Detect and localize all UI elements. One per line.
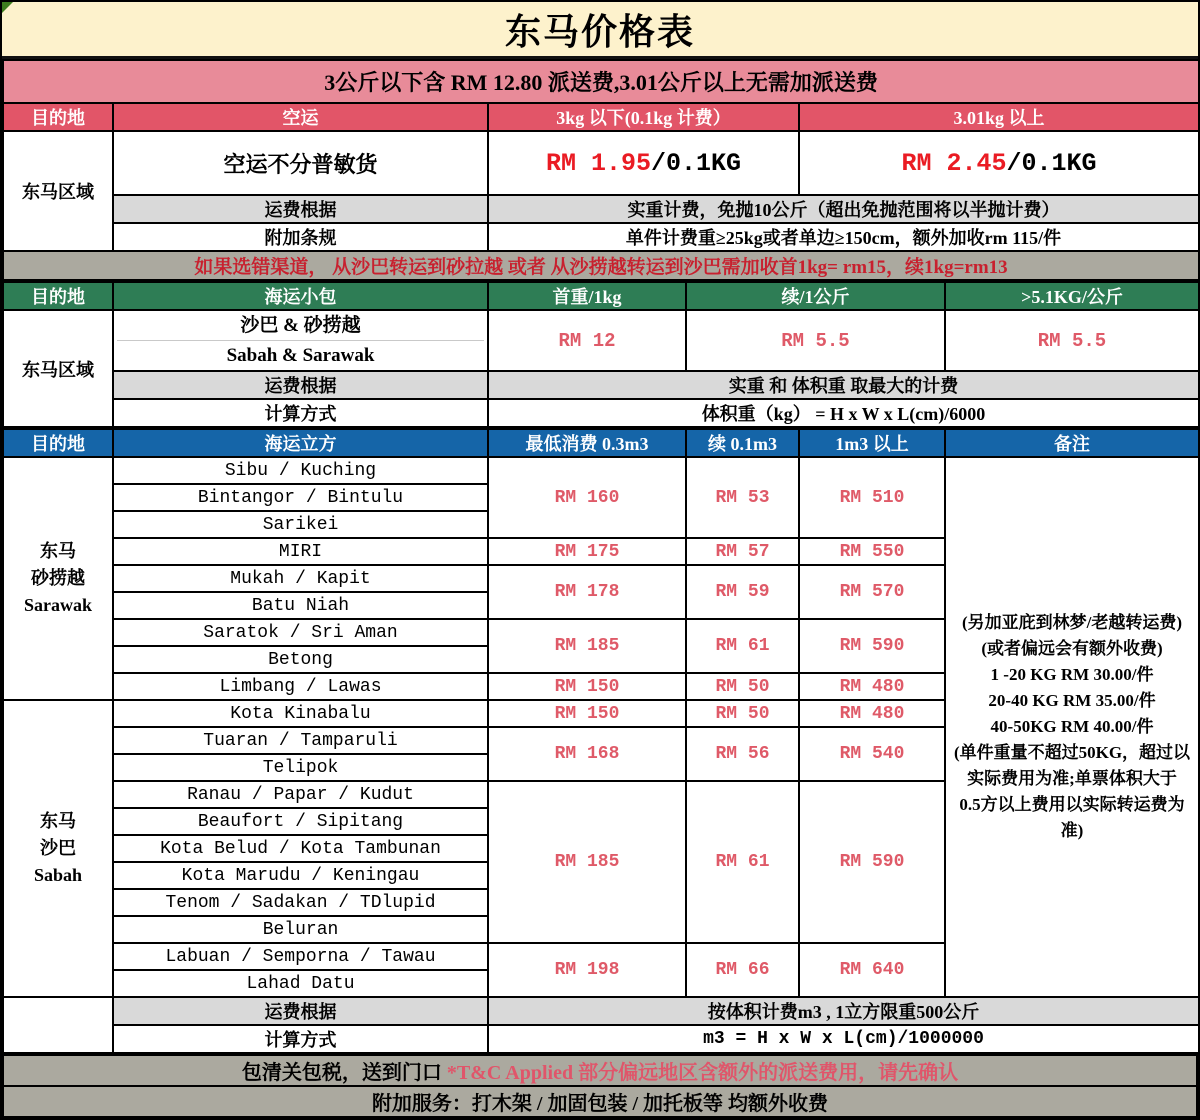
remark-line: 1 -20 KG RM 30.00/件 xyxy=(990,665,1154,684)
destination-cell: Beaufort / Sipitang xyxy=(113,808,488,835)
footer-line1-black: 包清关包税，送到门口 xyxy=(241,1062,447,1084)
sea-header-next: 续/1公斤 xyxy=(686,282,945,310)
min-price-cell: RM 160 xyxy=(488,457,686,538)
over-price-cell: RM 640 xyxy=(799,943,945,997)
channel-warning-text: 如果选错渠道， 从沙巴转运到砂拉越 或者 从沙捞越转运到沙巴需加收首1kg= rm15，续1kg=rm13 xyxy=(3,251,1199,280)
destination-cell: Tuaran / Tamparuli xyxy=(113,727,488,754)
destination-cell: Kota Marudu / Keningau xyxy=(113,862,488,889)
air-basis-value: 实重计费，免抛10公斤（超出免抛范围将以半抛计费） xyxy=(488,195,1199,223)
air-price-above-unit: /0.1KG xyxy=(1006,148,1097,178)
next-price-cell: RM 56 xyxy=(686,727,799,781)
sea-over-price: RM 5.5 xyxy=(945,310,1199,371)
remark-line: 0.5方以上费用以实际转运费为准) xyxy=(959,795,1185,840)
destination-cell: Sarikei xyxy=(113,511,488,538)
destination-cell: Betong xyxy=(113,646,488,673)
footer-line1-red: *T&C Applied 部分偏远地区含额外的派送费用，请先确认 xyxy=(446,1062,959,1084)
sabah-label-line: 东马 xyxy=(40,811,76,831)
next-price-cell: RM 50 xyxy=(686,700,799,727)
over-price-cell: RM 590 xyxy=(799,619,945,673)
air-freight-table xyxy=(2,59,1200,281)
air-subtitle: 3公斤以下含 RM 12.80 派送费,3.01公斤以上无需加派送费 xyxy=(3,60,1199,103)
air-extra-label: 附加条规 xyxy=(113,223,488,251)
destination-cell: Tenom / Sadakan / TDlupid xyxy=(113,889,488,916)
destination-cell: Mukah / Kapit xyxy=(113,565,488,592)
cubic-header-over: 1m3 以上 xyxy=(799,429,945,457)
destination-cell: Beluran xyxy=(113,916,488,943)
next-price-cell: RM 66 xyxy=(686,943,799,997)
destination-cell: Ranau / Papar / Kudut xyxy=(113,781,488,808)
sea-calc-value: 体积重（kg） = H x W x L(cm)/6000 xyxy=(488,399,1199,427)
destination-cell: Limbang / Lawas xyxy=(113,673,488,700)
over-price-cell: RM 480 xyxy=(799,673,945,700)
sabah-region-label xyxy=(3,700,113,997)
sea-header-channel: 海运小包 xyxy=(113,282,488,310)
air-header-channel: 空运 xyxy=(113,103,488,131)
min-price-cell: RM 178 xyxy=(488,565,686,619)
cubic-basis-label: 运费根据 xyxy=(113,997,488,1025)
sea-region-label: 东马区域 xyxy=(3,310,113,427)
cubic-calc-label: 计算方式 xyxy=(113,1025,488,1053)
sea-area-cell xyxy=(113,310,488,371)
destination-cell: Saratok / Sri Aman xyxy=(113,619,488,646)
air-price-below-unit: /0.1KG xyxy=(651,148,742,178)
footer-line2: 附加服务：打木架 / 加固包装 / 加托板等 均额外收费 xyxy=(3,1086,1197,1117)
min-price-cell: RM 185 xyxy=(488,781,686,943)
footer-line1 xyxy=(3,1055,1197,1086)
cubic-header-channel: 海运立方 xyxy=(113,429,488,457)
sarawak-label-line: Sarawak xyxy=(23,595,92,615)
sea-basis-value: 实重 和 体积重 取最大的计费 xyxy=(488,371,1199,399)
destination-cell: Labuan / Semporna / Tawau xyxy=(113,943,488,970)
air-region-label: 东马区域 xyxy=(3,131,113,251)
empty-cell xyxy=(3,997,113,1053)
next-price-cell: RM 50 xyxy=(686,673,799,700)
next-price-cell: RM 61 xyxy=(686,619,799,673)
destination-cell: Kota Kinabalu xyxy=(113,700,488,727)
sabah-label-line: 沙巴 xyxy=(40,838,76,858)
remark-cell xyxy=(945,457,1199,997)
next-price-cell: RM 57 xyxy=(686,538,799,565)
destination-cell: Sibu / Kuching xyxy=(113,457,488,484)
air-header-above: 3.01kg 以上 xyxy=(799,103,1199,131)
comment-marker-icon xyxy=(2,2,13,13)
min-price-cell: RM 185 xyxy=(488,619,686,673)
next-price-cell: RM 59 xyxy=(686,565,799,619)
destination-cell: Batu Niah xyxy=(113,592,488,619)
min-price-cell: RM 150 xyxy=(488,700,686,727)
over-price-cell: RM 540 xyxy=(799,727,945,781)
min-price-cell: RM 168 xyxy=(488,727,686,781)
air-header-below: 3kg 以下(0.1kg 计费） xyxy=(488,103,799,131)
cubic-header-min: 最低消费 0.3m3 xyxy=(488,429,686,457)
air-header-dest: 目的地 xyxy=(3,103,113,131)
air-price-above-cell xyxy=(799,131,1199,195)
sea-basis-label: 运费根据 xyxy=(113,371,488,399)
remark-line: 40-50KG RM 40.00/件 xyxy=(990,717,1154,736)
sea-first-price: RM 12 xyxy=(488,310,686,371)
over-price-cell: RM 570 xyxy=(799,565,945,619)
sabah-label-line: Sabah xyxy=(33,865,83,885)
sarawak-region-label xyxy=(3,457,113,700)
air-basis-label: 运费根据 xyxy=(113,195,488,223)
destination-cell: Lahad Datu xyxy=(113,970,488,997)
sea-calc-label: 计算方式 xyxy=(113,399,488,427)
air-price-below-cell xyxy=(488,131,799,195)
sea-area-cn: 沙巴 & 砂捞越 xyxy=(117,311,484,341)
cubic-header-next: 续 0.1m3 xyxy=(686,429,799,457)
remark-line: (另加亚庇到林梦/老越转运费) xyxy=(961,613,1183,632)
cubic-basis-value: 按体积计费m3 , 1立方限重500公斤 xyxy=(488,997,1199,1025)
page-title: 东马价格表 xyxy=(504,11,695,52)
air-price-below-value: RM 1.95 xyxy=(545,148,651,178)
min-price-cell: RM 175 xyxy=(488,538,686,565)
sea-header-first: 首重/1kg xyxy=(488,282,686,310)
sea-next-price: RM 5.5 xyxy=(686,310,945,371)
min-price-cell: RM 150 xyxy=(488,673,686,700)
footer-table xyxy=(2,1054,1198,1118)
over-price-cell: RM 480 xyxy=(799,700,945,727)
destination-cell: MIRI xyxy=(113,538,488,565)
remark-line: (单件重量不超过50KG，超过以实际费用为准;单票体积大于 xyxy=(953,743,1191,788)
sea-cubic-table xyxy=(2,428,1200,1054)
cubic-header-dest: 目的地 xyxy=(3,429,113,457)
air-price-above-value: RM 2.45 xyxy=(901,148,1007,178)
air-service-label: 空运不分普敏货 xyxy=(113,131,488,195)
sea-area-en: Sabah & Sarawak xyxy=(226,345,375,366)
sea-header-dest: 目的地 xyxy=(3,282,113,310)
next-price-cell: RM 53 xyxy=(686,457,799,538)
air-extra-value: 单件计费重≥25kg或者单边≥150cm，额外加收rm 115/件 xyxy=(488,223,1199,251)
cubic-calc-value: m3 = H x W x L(cm)/1000000 xyxy=(488,1025,1199,1053)
min-price-cell: RM 198 xyxy=(488,943,686,997)
sea-parcel-table xyxy=(2,281,1200,428)
remark-line: (或者偏远会有额外收费) xyxy=(981,639,1163,658)
over-price-cell: RM 550 xyxy=(799,538,945,565)
remark-line: 20-40 KG RM 35.00/件 xyxy=(988,691,1156,710)
destination-cell: Telipok xyxy=(113,754,488,781)
over-price-cell: RM 590 xyxy=(799,781,945,943)
over-price-cell: RM 510 xyxy=(799,457,945,538)
sarawak-label-line: 砂捞越 xyxy=(31,568,85,588)
destination-cell: Kota Belud / Kota Tambunan xyxy=(113,835,488,862)
title-bar xyxy=(2,2,1198,59)
sea-header-over: >5.1KG/公斤 xyxy=(945,282,1199,310)
cubic-header-remark: 备注 xyxy=(945,429,1199,457)
destination-cell: Bintangor / Bintulu xyxy=(113,484,488,511)
sarawak-label-line: 东马 xyxy=(40,541,76,561)
next-price-cell: RM 61 xyxy=(686,781,799,943)
